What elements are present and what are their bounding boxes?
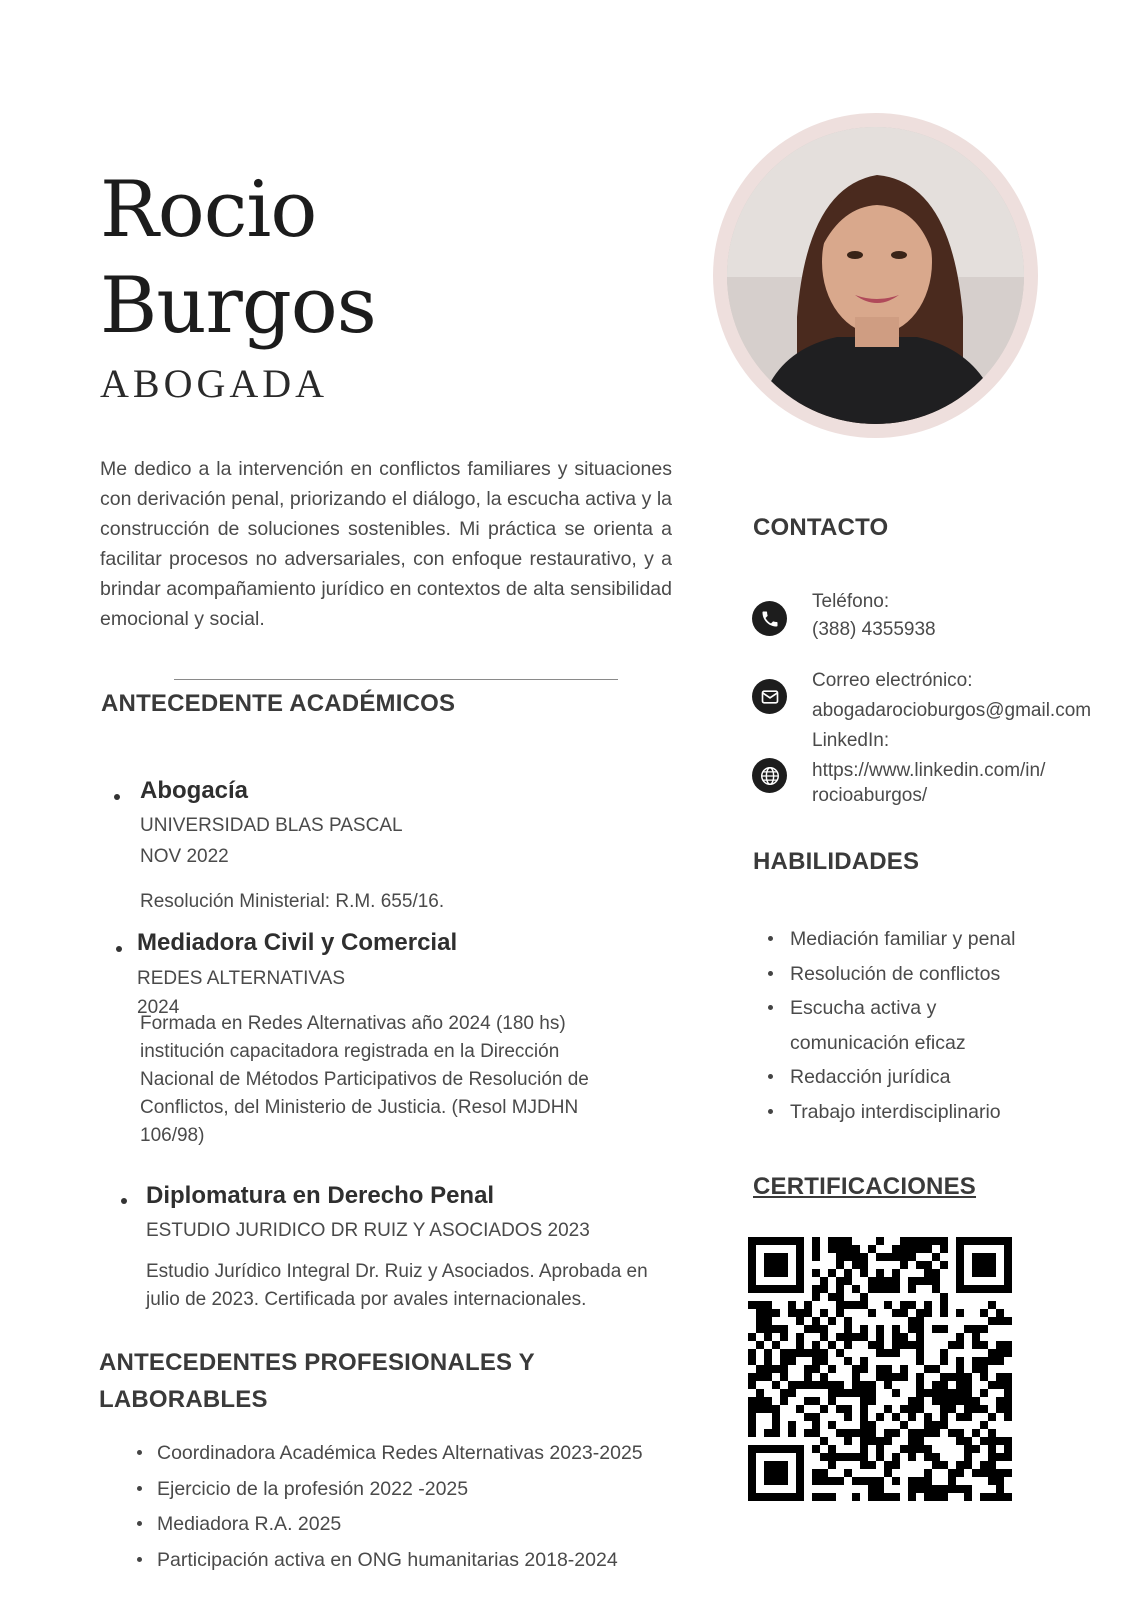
profile-photo [727,127,1024,424]
degree-title: Mediadora Civil y Comercial [137,929,458,956]
degree-date: NOV 2022 [140,846,229,867]
professional-heading [99,1344,535,1418]
list-item: Mediadora R.A. 2025 [137,1507,643,1543]
email-icon [752,679,787,714]
academic-heading: ANTECEDENTE ACADÉMICOS [101,690,456,717]
list-item: Participación activa en ONG humanitarias 2018-2024 [137,1543,643,1579]
section-divider [174,679,618,680]
bullet [116,946,122,952]
globe-icon [752,758,787,793]
bullet [114,794,120,800]
skills-list [768,922,1015,1129]
degree-detail: Estudio Jurídico Integral Dr. Ruiz y Asociados. Aprobada en julio de 2023. Certificada por avales internacionales. [146,1261,648,1310]
list-item-continued: comunicación eficaz [790,1031,966,1054]
profile-summary: Me dedico a la intervención en conflictos familiares y situaciones con derivación penal, priorizando el diálogo, la escucha activa y la construcción de soluciones sostenibles. Mi práctica se orienta a facilitar procesos no adversariales, con enfoque restaurativo, y a brindar acompañamiento jurídico en contextos de alta sensibilidad emocional y social. [100,458,672,630]
linkedin-url[interactable] [812,760,1045,807]
list-item: Coordinadora Académica Redes Alternativas 2023-2025 [137,1436,643,1472]
certifications-heading: CERTIFICACIONES [753,1173,977,1200]
degree-institution: UNIVERSIDAD BLAS PASCAL [140,815,403,836]
contact-heading: CONTACTO [753,514,889,541]
linkedin-url-line[interactable]: https://www.linkedin.com/in/ [812,760,1046,781]
phone-number[interactable]: (388) 4355938 [812,619,936,640]
email-label: Correo electrónico: [812,670,973,691]
bullet [121,1198,127,1204]
professional-heading-line: LABORABLES [99,1386,268,1413]
list-item: Resolución de conflictos [768,957,1015,992]
first-name: Rocio [100,165,317,255]
list-item: Escucha activa y [768,991,1015,1026]
degree-institution: REDES ALTERNATIVAS [137,968,345,989]
degree-title: Diplomatura en Derecho Penal [146,1182,495,1209]
person-name [100,162,376,354]
list-item: Trabajo interdisciplinario [768,1095,1015,1130]
linkedin-url-line[interactable]: rocioaburgos/ [812,785,928,806]
list-item: Ejercicio de la profesión 2022 -2025 [137,1472,643,1508]
degree-detail: Resolución Ministerial: R.M. 655/16. [140,891,445,912]
certifications-qr-code[interactable] [748,1237,1012,1501]
skills-heading: HABILIDADES [753,848,920,875]
linkedin-label: LinkedIn: [812,730,890,751]
phone-label: Teléfono: [812,591,890,612]
list-item: Mediación familiar y penal [768,922,1015,957]
email-address[interactable]: abogadarocioburgos@gmail.com [812,700,1092,721]
degree-detail: Formada en Redes Alternativas año 2024 (180 hs) institución capacitadora registrada en la Dirección Nacional de Métodos Participativos de Resolución de Conflictos, del Ministerio de Justicia. (Resol MJDHN 106/98) [140,1013,589,1146]
degree-title: Abogacía [140,777,249,804]
professional-heading-line: ANTECEDENTES PROFESIONALES Y [99,1349,535,1376]
phone-icon [752,601,787,636]
last-name: Burgos [100,261,376,351]
degree-date: 2024 [137,997,180,1018]
professional-list [137,1436,643,1578]
degree-institution: ESTUDIO JURIDICO DR RUIZ Y ASOCIADOS 2023 [146,1220,590,1241]
job-title: ABOGADA [100,361,328,406]
list-item: Redacción jurídica [768,1060,1015,1095]
